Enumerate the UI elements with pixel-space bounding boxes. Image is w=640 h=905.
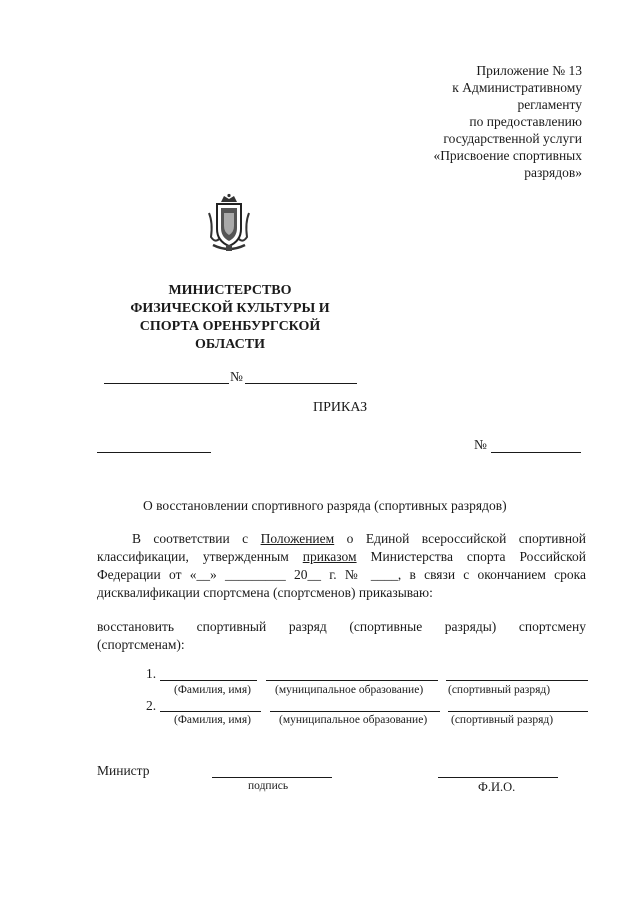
body-text: классификации, утвержденным: [97, 549, 289, 564]
coat-of-arms-icon: [207, 193, 251, 253]
order-link[interactable]: приказом: [302, 549, 357, 564]
regulation-link[interactable]: Положением: [260, 531, 335, 546]
annex-line: государственной услуги: [443, 131, 582, 146]
ministry-name: [110, 282, 350, 354]
annex-line: по предоставлению: [469, 114, 582, 129]
row-name-caption: (Фамилия, имя): [174, 684, 251, 696]
order-subject: О восстановлении спортивного разряда (спортивных разрядов): [143, 498, 507, 513]
ministry-line: ФИЗИЧЕСКОЙ КУЛЬТУРЫ И: [130, 301, 330, 316]
ministry-number-sign: №: [230, 369, 243, 384]
body-line-2: [97, 548, 586, 566]
row-number: 1.: [146, 666, 157, 681]
order-number-line: [491, 452, 581, 453]
body-line-1: [132, 530, 586, 548]
row-name-line: [160, 711, 261, 712]
restore-line-2: (спортсменам):: [97, 637, 185, 652]
ministry-date-line: [104, 383, 229, 384]
ministry-line: ОБЛАСТИ: [195, 337, 265, 352]
row-rank-line: [448, 711, 588, 712]
full-name-caption: Ф.И.О.: [478, 780, 516, 794]
doc-type-title: ПРИКАЗ: [313, 400, 368, 415]
row-municipality-line: [270, 711, 440, 712]
row-rank-caption: (спортивный разряд): [448, 684, 551, 696]
row-name-line: [160, 680, 257, 681]
body-line-3: Федерации от «__» _________ 20__ г. № ____, в связи с окончанием срока: [97, 567, 586, 582]
row-rank-line: [446, 680, 588, 681]
body-text: Министерства спорта Российской: [370, 549, 586, 564]
restore-line-1: восстановить спортивный разряд (спортивные разряды) спортсмену: [97, 619, 586, 634]
signature-line: [212, 777, 332, 778]
annex-line: разрядов»: [524, 165, 582, 180]
body-text: В соответствии с: [132, 531, 249, 546]
ministry-line: СПОРТА ОРЕНБУРГСКОЙ: [139, 319, 321, 334]
row-name-caption: (Фамилия, имя): [174, 714, 251, 726]
body-text: о Единой всероссийской спортивной: [346, 531, 587, 546]
order-date-line: [97, 452, 211, 453]
signature-caption: подпись: [248, 780, 289, 792]
ministry-line: МИНИСТЕРСТВО: [168, 283, 292, 298]
ministry-number-line: [245, 383, 357, 384]
signatory-title: Министр: [97, 763, 150, 778]
annex-line: «Присвоение спортивных: [433, 148, 582, 163]
row-rank-caption: (спортивный разряд): [451, 714, 554, 726]
annex-line: регламенту: [517, 97, 582, 112]
row-municipality-caption: (муниципальное образование): [275, 684, 424, 696]
annex-line: Приложение № 13: [476, 63, 582, 78]
annex-line: к Административному: [452, 80, 582, 95]
row-municipality-line: [266, 680, 438, 681]
row-municipality-caption: (муниципальное образование): [279, 714, 428, 726]
annex-block: [352, 62, 582, 181]
order-number-sign: №: [474, 437, 487, 452]
body-line-4: дисквалификации спортсмена (спортсменов) приказываю:: [97, 585, 433, 600]
row-number: 2.: [146, 698, 157, 713]
